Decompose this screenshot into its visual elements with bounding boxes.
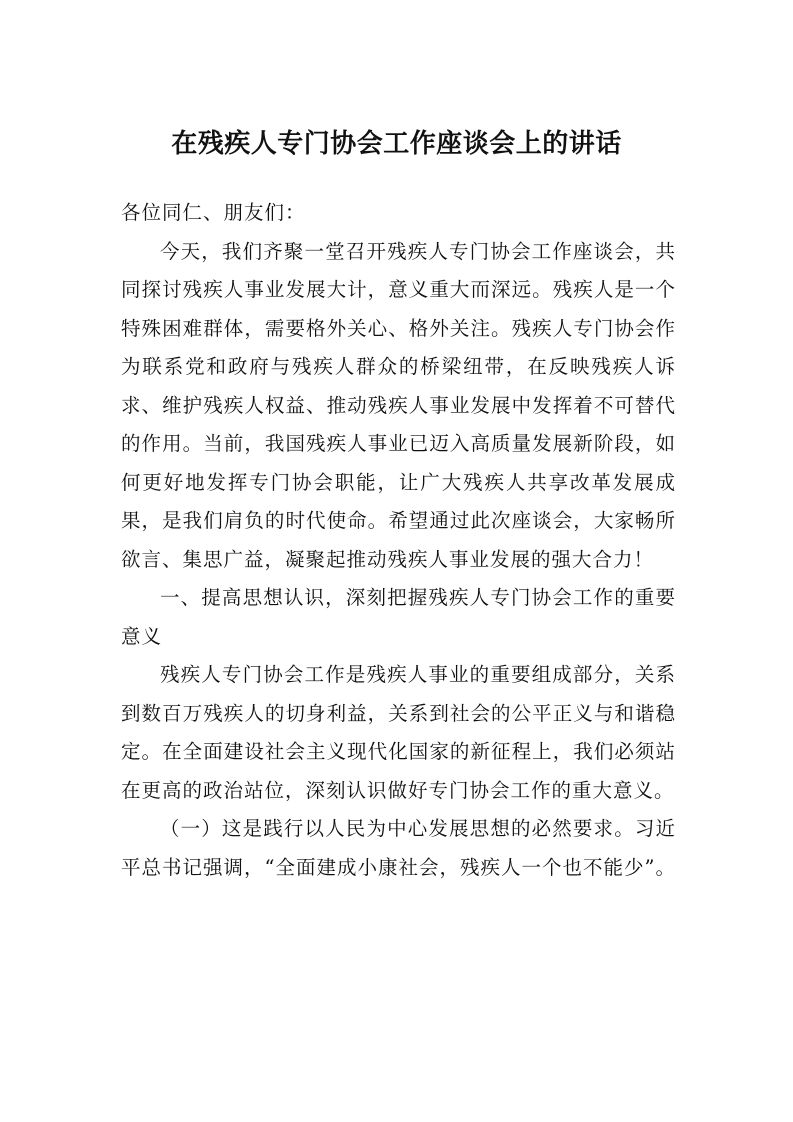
section-heading-1: 一、提高思想认识，深刻把握残疾人专门协会工作的重要意义 [121, 586, 676, 648]
paragraph-subsection-1: （一）这是践行以人民为中心发展思想的必然要求。习近平总书记强调，“全面建成小康社会，残疾人一个也不能少”。 [121, 817, 676, 879]
paragraph-section-1: 残疾人专门协会工作是残疾人事业的重要组成部分，关系到数百万残疾人的切身利益，关系到社会的公平正义与和谐稳定。在全面建设社会主义现代化国家的新征程上，我们必须站在更高的政治站位，深刻认识做好专门协会工作的重大意义。 [121, 663, 676, 802]
document-body [121, 194, 676, 887]
document-title: 在残疾人专门协会工作座谈会上的讲话 [171, 129, 622, 159]
salutation: 各位同仁、朋友们： [121, 201, 306, 224]
paragraph-opening: 今天，我们齐聚一堂召开残疾人专门协会工作座谈会，共同探讨残疾人事业发展大计，意义重大而深远。残疾人是一个特殊困难群体，需要格外关心、格外关注。残疾人专门协会作为联系党和政府与残疾人群众的桥梁纽带，在反映残疾人诉求、维护残疾人权益、推动残疾人事业发展中发挥着不可替代的作用。当前，我国残疾人事业已迈入高质量发展新阶段，如何更好地发挥专门协会职能，让广大残疾人共享改革发展成果，是我们肩负的时代使命。希望通过此次座谈会，大家畅所欲言、集思广益，凝聚起推动残疾人事业发展的强大合力！ [121, 239, 676, 571]
